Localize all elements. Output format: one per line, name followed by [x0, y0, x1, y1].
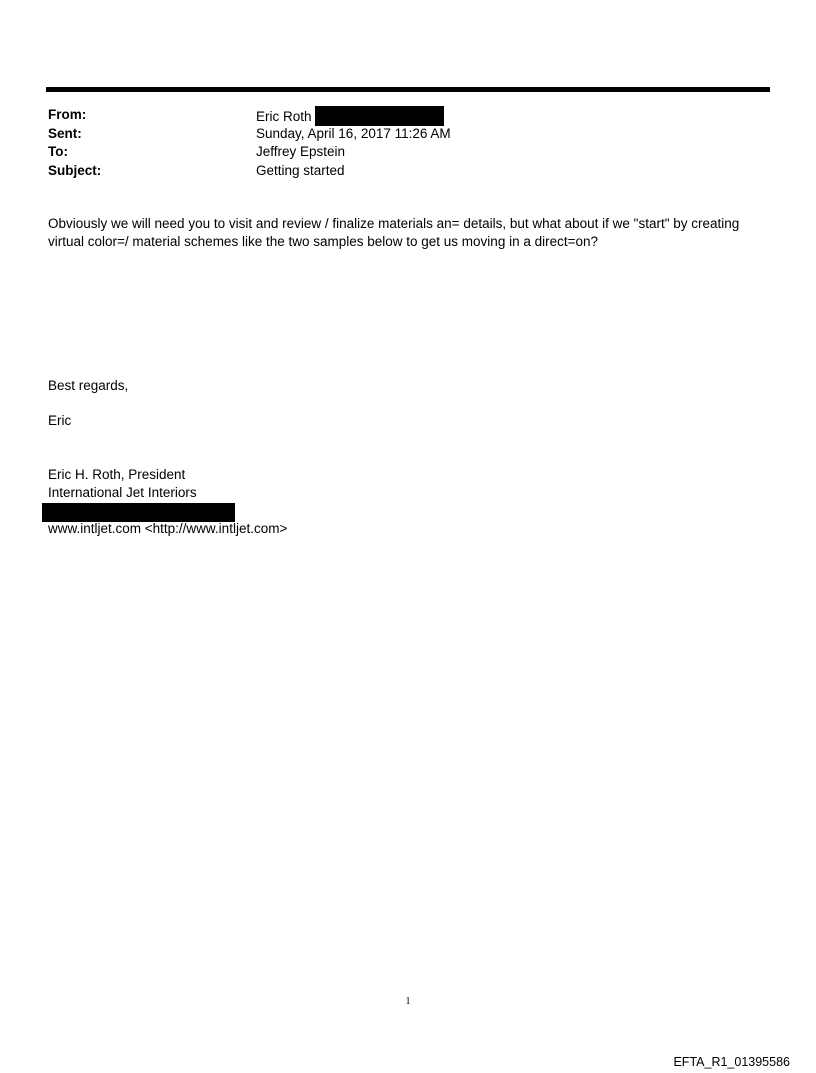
redaction-box	[315, 106, 444, 126]
signature-website-link[interactable]: www.intljet.com <http://www.intljet.com>	[48, 521, 288, 536]
from-value	[256, 106, 444, 127]
sent-value: Sunday, April 16, 2017 11:26 AM	[256, 125, 451, 141]
message-body	[48, 215, 768, 251]
subject-label: Subject:	[48, 162, 102, 178]
sent-row	[48, 125, 748, 144]
page-number: 1	[405, 996, 411, 1007]
signoff-name: Eric	[48, 413, 72, 428]
signature-company: International Jet Interiors	[48, 485, 197, 500]
to-row	[48, 143, 748, 162]
signature-name-title: Eric H. Roth, President	[48, 467, 186, 482]
to-label: To:	[48, 144, 68, 159]
subject-row	[48, 162, 748, 181]
from-row	[48, 106, 748, 125]
sender-name: Eric Roth	[256, 109, 312, 124]
header-divider	[46, 87, 770, 92]
body-line-2: virtual color=/ material schemes like the two samples below to get us moving in a direct=on?	[48, 234, 599, 249]
email-header	[48, 106, 748, 180]
sent-label: Sent:	[48, 125, 82, 141]
to-value: Jeffrey Epstein	[256, 144, 346, 159]
body-line-1: Obviously we will need you to visit and review / finalize materials an= details, but what about if we "start" by creating	[48, 216, 740, 231]
bates-number: EFTA_R1_01395586	[673, 1055, 790, 1069]
closing-text: Best regards,	[48, 378, 129, 393]
subject-value: Getting started	[256, 162, 345, 178]
from-label: From:	[48, 107, 87, 122]
